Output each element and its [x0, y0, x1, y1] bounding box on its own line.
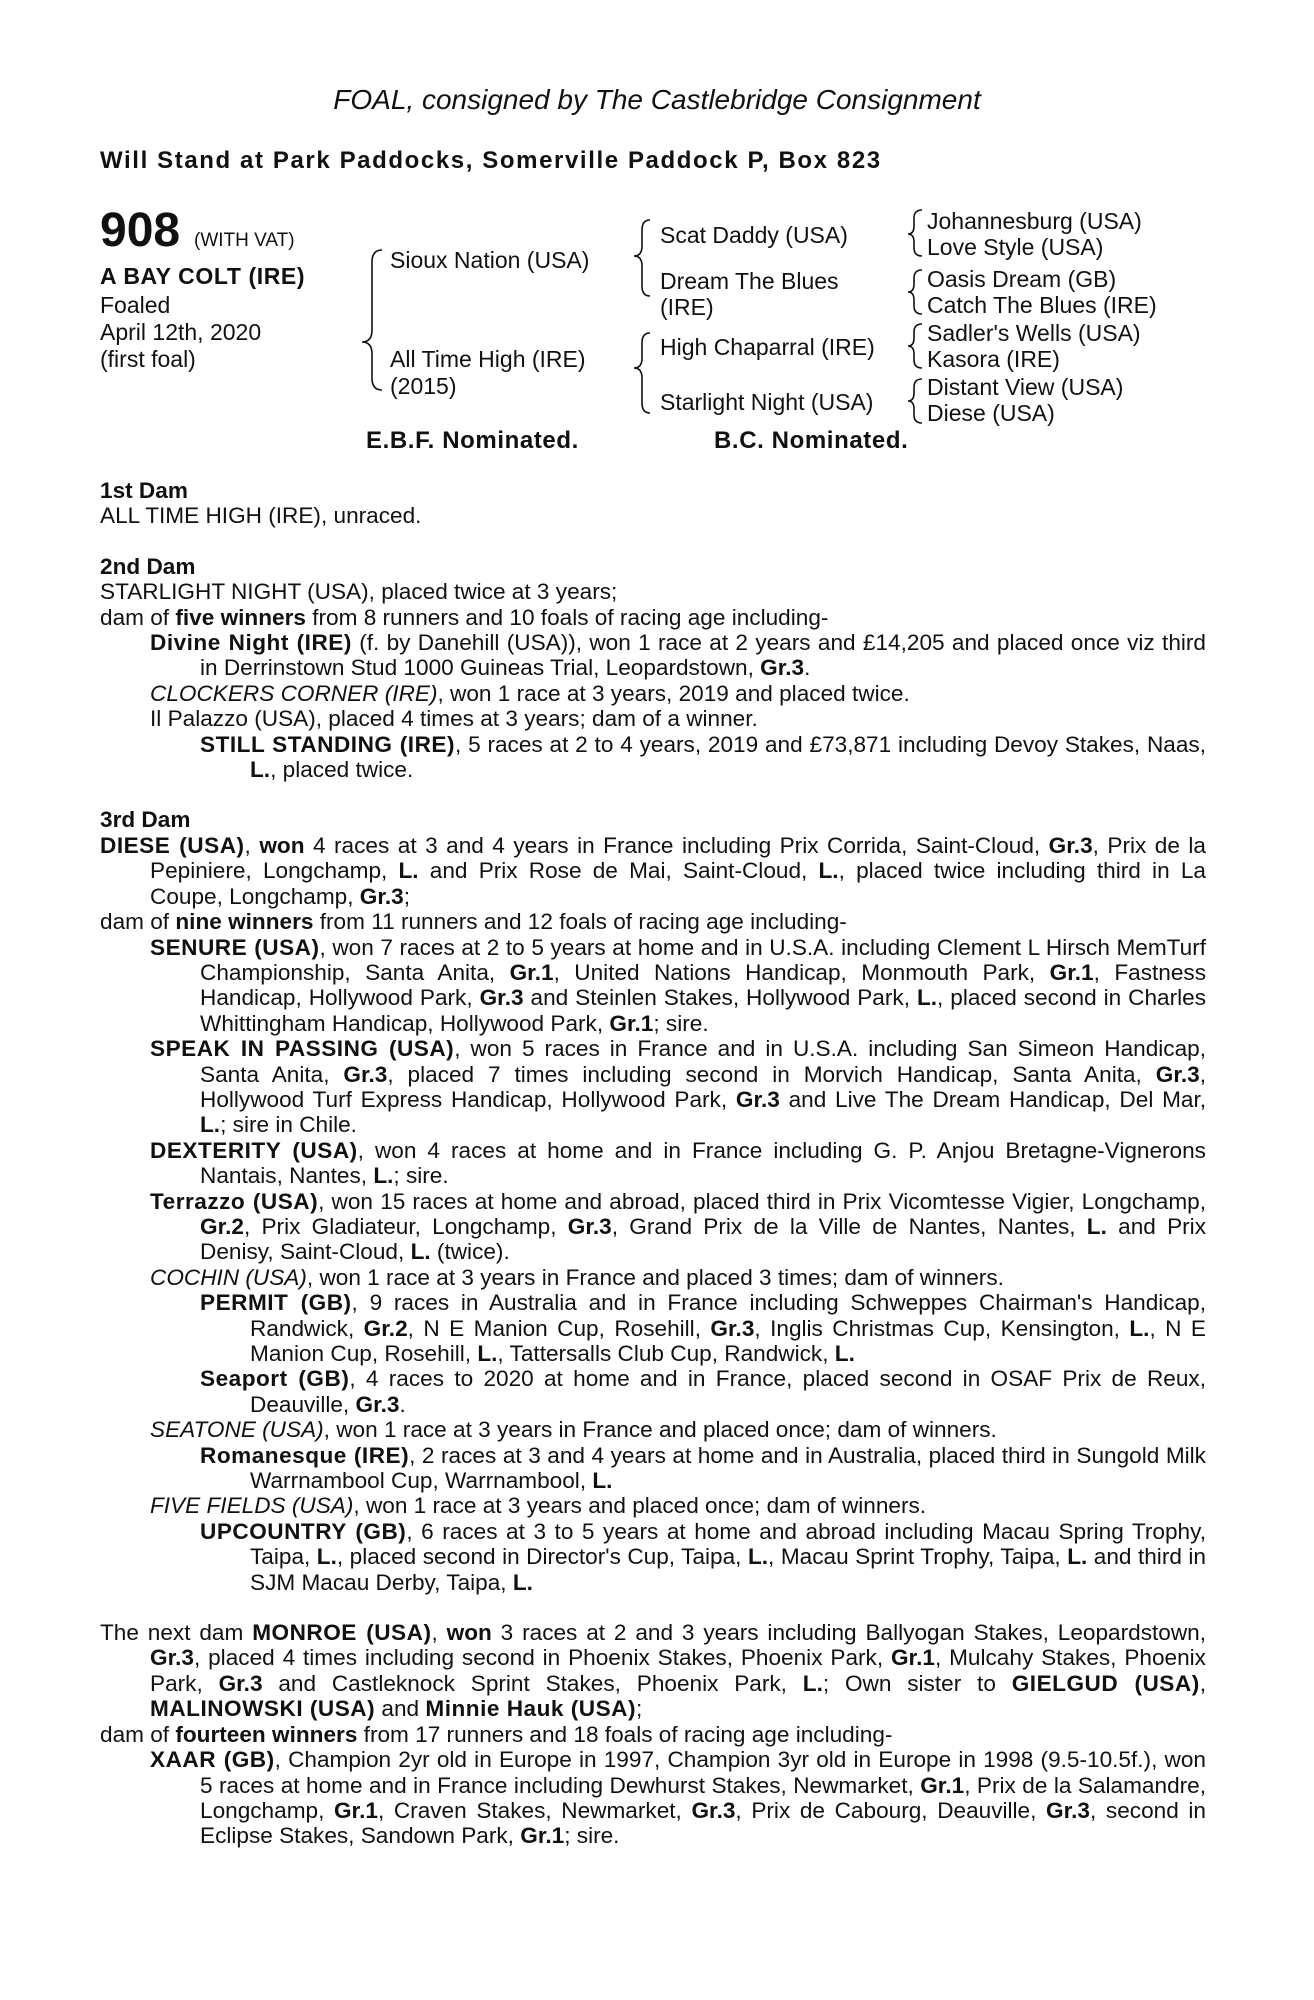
ancestor-5: Sadler's Wells (USA)	[927, 320, 1141, 346]
second-dam-line: STARLIGHT NIGHT (USA), placed twice at 3 years;	[100, 579, 618, 605]
ancestor-6: Kasora (IRE)	[927, 346, 1060, 372]
foaled-date: April 12th, 2020	[100, 319, 262, 345]
produce-entry: PERMIT (GB), 9 races in Australia and in France including Schweppes Chairman's Handicap, Randwick, Gr.2, N E Manion Cup, Rosehill, Gr.3, Inglis Christmas Cup, Kensington, L., N E Manion Cup, Rosehill, L., Tattersalls Club Cup, Randwick, L.	[200, 1290, 1206, 1366]
produce-entry: SPEAK IN PASSING (USA), won 5 races in France and in U.S.A. including San Simeon Handicap, Santa Anita, Gr.3, placed 7 times including second in Morvich Handicap, Santa Anita, Gr.3, Hollywood Turf Express Handicap, Hollywood Park, Gr.3 and Live The Dream Handicap, Del Mar, L.; sire in Chile.	[150, 1036, 1207, 1138]
dam-sire: High Chaparral (IRE)	[660, 334, 875, 360]
produce-entry: Divine Night (IRE) (f. by Danehill (USA)), won 1 race at 2 years and £14,205 and placed once viz third in Derrinstown Stud 1000 Guineas Trial, Leopardstown, Gr.3.	[150, 630, 1206, 681]
ancestor-1: Johannesburg (USA)	[927, 208, 1142, 234]
third-dam-produce-summary: dam of nine winners from 11 runners and 12 foals of racing age including-	[100, 909, 847, 935]
lot-name: A BAY COLT (IRE)	[100, 263, 306, 289]
next-dam-record: The next dam MONROE (USA), won 3 races at 2 and 3 years including Ballyogan Stakes, Leopardstown, Gr.3, placed 4 times including second in Phoenix Stakes, Phoenix Park, Gr.1, Mulcahy Stakes, Phoenix Park, Gr.3 and Castleknock Sprint Stakes, Phoenix Park, L.; Own sister to GIELGUD (USA), MALINOWSKI (USA) and Minnie Hauk (USA);	[100, 1620, 1207, 1722]
produce-entry: SEATONE (USA), won 1 race at 3 years in France and placed once; dam of winners.	[150, 1417, 997, 1443]
first-dam-text: ALL TIME HIGH (IRE), unraced.	[100, 503, 422, 529]
produce-entry: Il Palazzo (USA), placed 4 times at 3 years; dam of a winner.	[150, 706, 758, 732]
ancestor-8: Diese (USA)	[927, 400, 1055, 426]
sire-dam: Dream The Blues	[660, 268, 839, 294]
third-dam-record: DIESE (USA), won 4 races at 3 and 4 years in France including Prix Corrida, Saint-Cloud, Gr.3, Prix de la Pepiniere, Longchamp, L. and Prix Rose de Mai, Saint-Cloud, L., placed twice including third in La Coupe, Longchamp, Gr.3;	[100, 832, 1206, 909]
produce-entry: Terrazzo (USA), won 15 races at home and abroad, placed third in Prix Vicomtesse Vigier, Longchamp, Gr.2, Prix Gladiateur, Longchamp, Gr.3, Grand Prix de la Ville de Nantes, Nantes, L. and Prix Denisy, Saint-Cloud, L. (twice).	[150, 1188, 1206, 1265]
sire-sire: Scat Daddy (USA)	[660, 222, 848, 248]
produce-record	[100, 478, 1206, 1849]
first-dam-heading: 1st Dam	[100, 478, 188, 503]
produce-entry: STILL STANDING (IRE), 5 races at 2 to 4 years, 2019 and £73,871 including Devoy Stakes, Naas, L., placed twice.	[200, 731, 1207, 783]
ebf-nominated: E.B.F. Nominated.	[366, 427, 579, 454]
vat-note: (WITH VAT)	[194, 230, 295, 251]
ancestor-7: Distant View (USA)	[927, 374, 1124, 400]
sire-dam-country: (IRE)	[660, 294, 714, 320]
ancestor-3: Oasis Dream (GB)	[927, 266, 1117, 292]
ancestor-2: Love Style (USA)	[927, 234, 1104, 260]
dam-dam: Starlight Night (USA)	[660, 389, 874, 415]
next-dam-produce-summary: dam of fourteen winners from 17 runners and 18 foals of racing age including-	[100, 1721, 893, 1747]
second-dam-produce-summary: dam of five winners from 8 runners and 10 foals of racing age including-	[100, 604, 829, 630]
dam-name: All Time High (IRE)	[390, 346, 586, 372]
third-dam-heading: 3rd Dam	[100, 807, 191, 833]
lot-number: 908	[100, 204, 181, 257]
produce-entry: CLOCKERS CORNER (IRE), won 1 race at 3 years, 2019 and placed twice.	[150, 680, 910, 706]
produce-entry: COCHIN (USA), won 1 race at 3 years in France and placed 3 times; dam of winners.	[150, 1264, 1004, 1290]
produce-entry: UPCOUNTRY (GB), 6 races at 3 to 5 years at home and abroad including Macau Spring Trophy, Taipa, L., placed second in Director's Cup, Taipa, L., Macau Sprint Trophy, Taipa, L. and third in SJM Macau Derby, Taipa, L.	[200, 1518, 1206, 1595]
bc-nominated: B.C. Nominated.	[714, 427, 909, 454]
foaled-label: Foaled	[100, 292, 171, 318]
produce-entry: DEXTERITY (USA), won 4 races at home and in France including G. P. Anjou Bretagne-Vignerons Nantais, Nantes, L.; sire.	[150, 1137, 1206, 1189]
stand-location: Will Stand at Park Paddocks, Somerville Paddock P, Box 823	[100, 147, 882, 174]
dam-year: (2015)	[390, 373, 457, 399]
produce-entry: SENURE (USA), won 7 races at 2 to 5 years at home and in U.S.A. including Clement L Hirsch MemTurf Championship, Santa Anita, Gr.1, United Nations Handicap, Monmouth Park, Gr.1, Fastness Handicap, Hollywood Park, Gr.3 and Steinlen Stakes, Hollywood Park, L., placed second in Charles Whittingham Handicap, Hollywood Park, Gr.1; sire.	[150, 934, 1207, 1036]
produce-entry: Seaport (GB), 4 races to 2020 at home and in France, placed second in OSAF Prix de Reux, Deauville, Gr.3.	[200, 1366, 1206, 1417]
produce-entry: Romanesque (IRE), 2 races at 3 and 4 years at home and in Australia, placed third in Sungold Milk Warrnambool Cup, Warrnambool, L.	[200, 1442, 1206, 1494]
second-dam-heading: 2nd Dam	[100, 553, 196, 579]
produce-entry: XAAR (GB), Champion 2yr old in Europe in 1997, Champion 3yr old in Europe in 1998 (9.5-10.5f.), won 5 races at home and in France including Dewhurst Stakes, Newmarket, Gr.1, Prix de la Salamandre, Longchamp, Gr.1, Craven Stakes, Newmarket, Gr.3, Prix de Cabourg, Deauville, Gr.3, second in Eclipse Stakes, Sandown Park, Gr.1; sire.	[150, 1747, 1206, 1849]
sire: Sioux Nation (USA)	[390, 247, 590, 273]
ancestor-4: Catch The Blues (IRE)	[927, 292, 1157, 318]
foal-note: (first foal)	[100, 346, 196, 372]
consignor-title: FOAL, consigned by The Castlebridge Consignment	[333, 84, 981, 115]
produce-entry: FIVE FIELDS (USA), won 1 race at 3 years and placed once; dam of winners.	[150, 1493, 927, 1519]
